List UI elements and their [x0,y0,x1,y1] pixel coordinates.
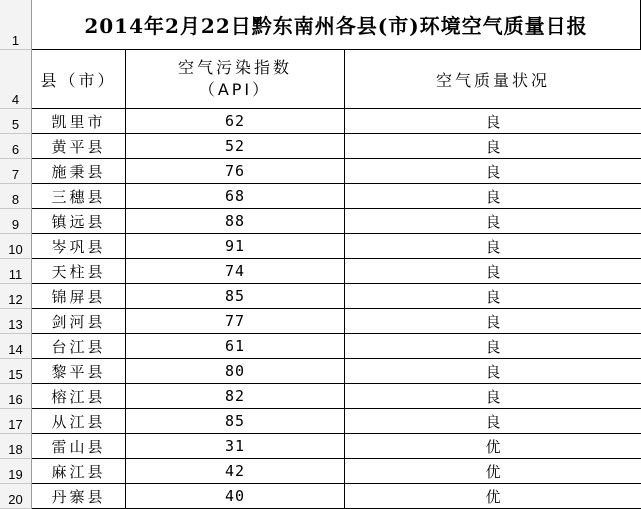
row-header-1[interactable]: 1 [0,0,32,50]
row-header[interactable]: 16 [0,384,32,409]
row-header[interactable]: 19 [0,459,32,484]
row-header[interactable]: 18 [0,434,32,459]
report-title[interactable]: 2014年2月22日黔东南州各县(市)环境空气质量日报 [32,0,641,50]
county-cell[interactable]: 三穗县 [32,184,126,209]
county-cell[interactable]: 雷山县 [32,434,126,459]
row-header[interactable]: 6 [0,134,32,159]
api-cell[interactable]: 68 [126,184,345,209]
county-cell[interactable]: 天柱县 [32,259,126,284]
county-cell[interactable]: 黎平县 [32,359,126,384]
header-api-line2: （API） [198,80,272,99]
quality-cell[interactable]: 良 [345,134,641,159]
quality-cell[interactable]: 良 [345,309,641,334]
api-cell[interactable]: 74 [126,259,345,284]
quality-cell[interactable]: 良 [345,334,641,359]
api-cell[interactable]: 52 [126,134,345,159]
row-header[interactable]: 7 [0,159,32,184]
header-api[interactable] [126,50,345,109]
county-cell[interactable]: 从江县 [32,409,126,434]
quality-cell[interactable]: 良 [345,284,641,309]
header-quality[interactable]: 空气质量状况 [345,50,641,109]
county-cell[interactable]: 锦屏县 [32,284,126,309]
quality-cell[interactable]: 良 [345,409,641,434]
quality-cell[interactable]: 优 [345,484,641,509]
quality-cell[interactable]: 良 [345,384,641,409]
county-cell[interactable]: 榕江县 [32,384,126,409]
header-api-line1: 空气污染指数 [177,58,292,77]
quality-cell[interactable]: 良 [345,184,641,209]
quality-cell[interactable]: 良 [345,159,641,184]
county-cell[interactable]: 凯里市 [32,109,126,134]
api-cell[interactable]: 85 [126,409,345,434]
row-header[interactable]: 11 [0,259,32,284]
county-cell[interactable]: 麻江县 [32,459,126,484]
quality-cell[interactable]: 优 [345,459,641,484]
county-cell[interactable]: 剑河县 [32,309,126,334]
row-header[interactable]: 20 [0,484,32,509]
row-header-4[interactable]: 4 [0,50,32,109]
row-header[interactable]: 10 [0,234,32,259]
api-cell[interactable]: 76 [126,159,345,184]
row-header[interactable]: 13 [0,309,32,334]
row-header[interactable]: 5 [0,109,32,134]
row-header[interactable]: 14 [0,334,32,359]
quality-cell[interactable]: 良 [345,234,641,259]
header-county[interactable]: 县（市） [32,50,126,109]
api-cell[interactable]: 85 [126,284,345,309]
row-header[interactable]: 15 [0,359,32,384]
quality-cell[interactable]: 良 [345,109,641,134]
api-cell[interactable]: 77 [126,309,345,334]
api-cell[interactable]: 88 [126,209,345,234]
county-cell[interactable]: 岑巩县 [32,234,126,259]
row-header[interactable]: 17 [0,409,32,434]
quality-cell[interactable]: 良 [345,209,641,234]
api-cell[interactable]: 42 [126,459,345,484]
api-cell[interactable]: 82 [126,384,345,409]
api-cell[interactable]: 62 [126,109,345,134]
api-cell[interactable]: 80 [126,359,345,384]
row-header[interactable]: 8 [0,184,32,209]
api-cell[interactable]: 40 [126,484,345,509]
county-cell[interactable]: 镇远县 [32,209,126,234]
api-cell[interactable]: 91 [126,234,345,259]
row-header[interactable]: 9 [0,209,32,234]
quality-cell[interactable]: 优 [345,434,641,459]
county-cell[interactable]: 台江县 [32,334,126,359]
county-cell[interactable]: 丹寨县 [32,484,126,509]
api-cell[interactable]: 31 [126,434,345,459]
row-header[interactable]: 12 [0,284,32,309]
county-cell[interactable]: 施秉县 [32,159,126,184]
quality-cell[interactable]: 良 [345,359,641,384]
quality-cell[interactable]: 良 [345,259,641,284]
api-cell[interactable]: 61 [126,334,345,359]
county-cell[interactable]: 黄平县 [32,134,126,159]
